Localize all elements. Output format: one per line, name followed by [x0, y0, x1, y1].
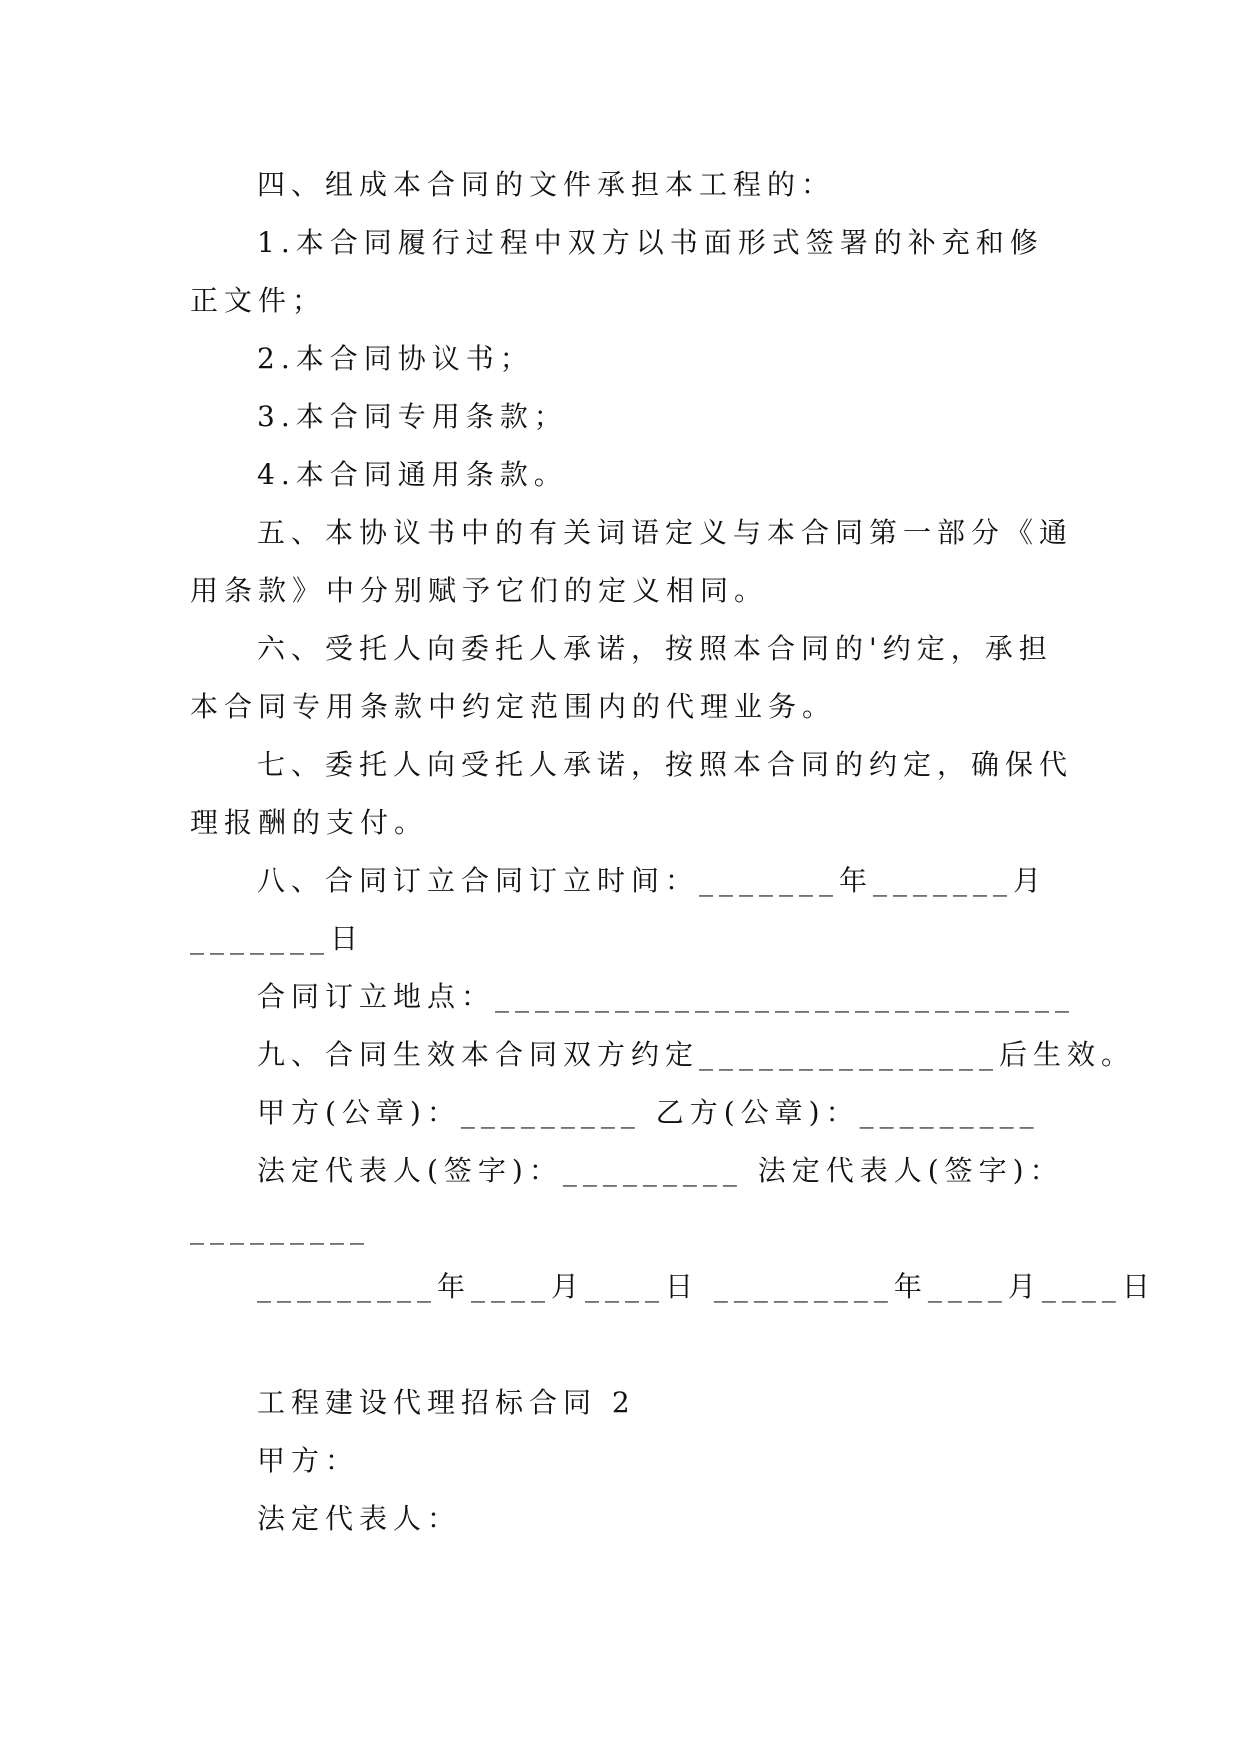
clause-seven: 七、委托人向受托人承诺，按照本合同的约定，确保代 — [257, 748, 1074, 781]
clause-eight-time: 八、合同订立合同订立时间：_______年_______月 — [257, 864, 1048, 897]
clause-four-item-1: 1.本合同履行过程中双方以书面形式签署的补充和修 — [257, 226, 1044, 259]
clause-four-item-1-cont: 正文件； — [190, 284, 327, 317]
clause-eight-place: 合同订立地点：_____________________________ — [257, 980, 1076, 1013]
clause-five: 五、本协议书中的有关词语定义与本合同第一部分《通 — [257, 516, 1074, 549]
signature-representative-blank: _________ — [190, 1212, 370, 1245]
contract-2-title: 工程建设代理招标合同 2 — [257, 1386, 636, 1419]
clause-seven-cont: 理报酬的支付。 — [190, 806, 429, 839]
clause-six-cont: 本合同专用条款中约定范围内的代理业务。 — [190, 690, 837, 723]
signature-representative-line: 法定代表人(签字)：_________ 法定代表人(签字)： — [257, 1154, 1064, 1187]
clause-four-heading: 四、组成本合同的文件承担本工程的： — [257, 168, 836, 201]
clause-five-cont: 用条款》中分别赋予它们的定义相同。 — [190, 574, 769, 607]
clause-six: 六、受托人向委托人承诺，按照本合同的'约定，承担 — [257, 632, 1053, 665]
clause-four-item-3: 3.本合同专用条款； — [257, 400, 568, 433]
clause-four-item-2: 2.本合同协议书； — [257, 342, 534, 375]
legal-representative-label: 法定代表人： — [257, 1502, 462, 1535]
signature-seal-line: 甲方(公章)：_________ 乙方(公章)：_________ — [257, 1096, 1040, 1129]
party-a-label: 甲方： — [257, 1444, 360, 1477]
clause-nine: 九、合同生效本合同双方约定_______________后生效。 — [257, 1038, 1136, 1071]
signature-date-line: _________年____月____日 _________年____月____日 — [257, 1270, 1156, 1303]
clause-four-item-4: 4.本合同通用条款。 — [257, 458, 568, 491]
clause-eight-time-cont: _______日 — [190, 922, 365, 955]
